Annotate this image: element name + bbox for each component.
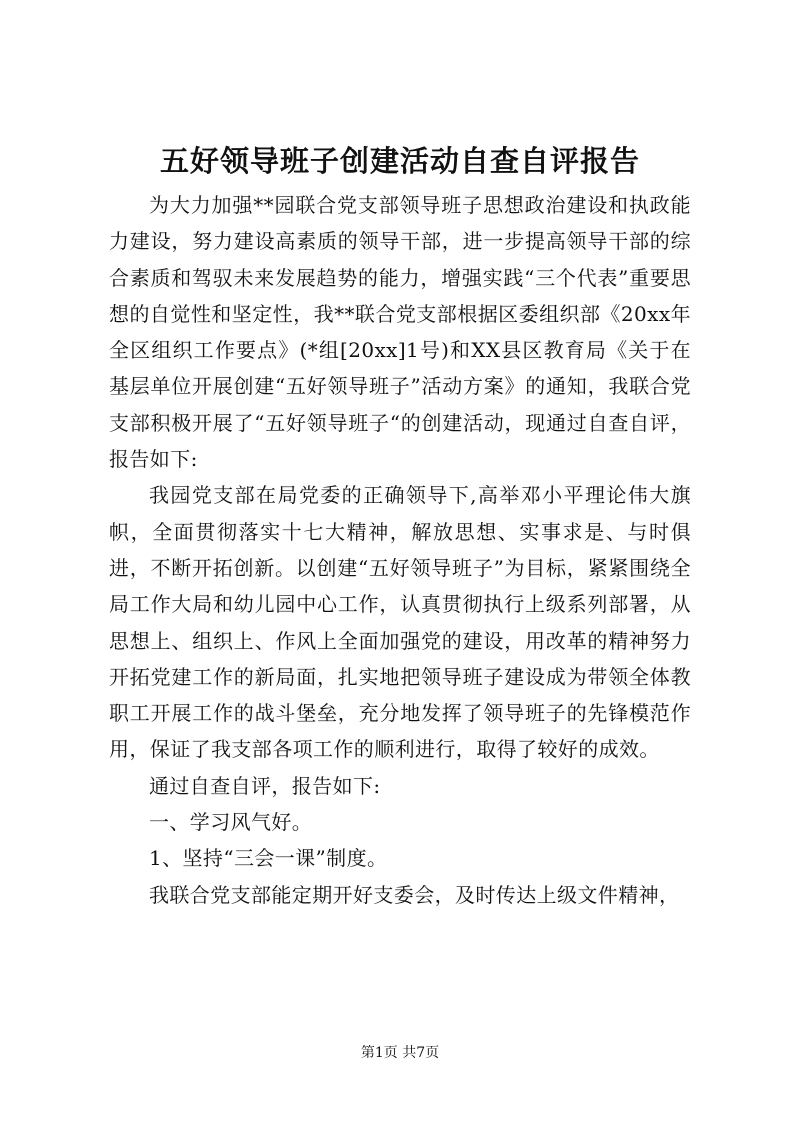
paragraph-intro: 为大力加强**园联合党支部领导班子思想政治建设和执政能力建设，努力建设高素质的领导干部，进一步提高领导干部的综合素质和驾驭未来发展趋势的能力，增强实践“三个代表”重要思想的自觉性和坚定性，我**联合党支部根据区委组织部《20xx年全区组织工作要点》(*组[20xx]1号)和XX县区教育局《关于在基层单位开展创建“五好领导班子”活动方案》的通知，我联合党支部积极开展了“五好领导班子“的创建活动，现通过自查自评，报告如下: xyxy=(109,193,691,472)
paragraph-overview: 我园党支部在局党委的正确领导下,高举邓小平理论伟大旗帜，全面贯彻落实十七大精神，解放思想、实事求是、与时俱进，不断开拓创新。以创建“五好领导班子”为目标，紧紧围绕全局工作大局和幼儿园中心工作，认真贯彻执行上级系列部署，从思想上、组织上、作风上全面加强党的建设，用改革的精神努力开拓党建工作的新局面，扎实地把领导班子建设成为带领全体教职工开展工作的战斗堡垒，充分地发挥了领导班子的先锋模范作用，保证了我支部各项工作的顺利进行，取得了较好的成效。 xyxy=(109,483,691,762)
section-heading-1: 一、学习风气好。 xyxy=(149,810,313,835)
page-number-footer: 第1页 共7页 xyxy=(360,1045,440,1061)
document-body xyxy=(109,187,691,913)
paragraph-report-lead: 通过自查自评，报告如下: xyxy=(149,773,381,798)
subsection-heading-1-1: 1、坚持“三会一课”制度。 xyxy=(149,846,388,871)
paragraph-meetings: 我联合党支部能定期开好支委会，及时传达上级文件精神， xyxy=(149,882,680,907)
document-title: 五好领导班子创建活动自查自评报告 xyxy=(159,144,640,178)
